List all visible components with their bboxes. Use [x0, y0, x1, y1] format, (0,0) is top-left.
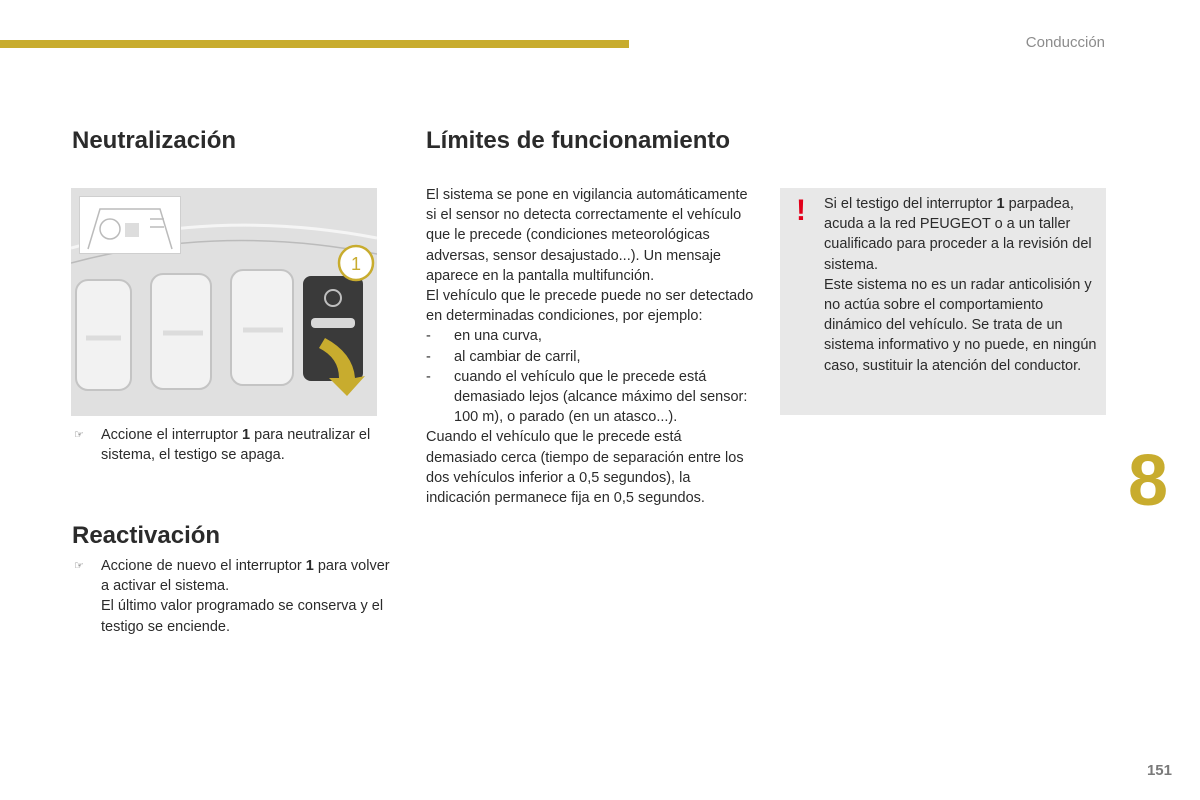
neutralization-heading: Neutralización: [72, 127, 237, 154]
limits-paragraph-1: El sistema se pone en vigilancia automáticamente si el sensor no detecta correctamente el vehículo que le precede (condiciones meteorológicas adversas, sensor desajustado...). Un mensaje aparece en la pantalla multifunción.: [426, 187, 748, 284]
switch-illustration: [71, 188, 377, 416]
cabin-thumbnail: [79, 196, 181, 254]
bullet-icon: ☞: [74, 429, 84, 441]
reactivation-instruction: ☞ Accione de nuevo el interruptor 1 para volver a activar el sistema. El último valor programado se conserva y el testigo se enciende.: [72, 556, 392, 637]
list-item: - al cambiar de carril,: [426, 348, 581, 365]
limits-paragraph-3: Cuando el vehículo que le precede está demasiado cerca (tiempo de separación entre los dos vehículos inferior a 0,5 segundos), la indicación permanece fija en 0,5 segundos.: [426, 429, 744, 507]
warning-paragraph-2: Este sistema no es un radar anticolisión y no actúa sobre el comportamiento dinámico del vehículo. Se trata de un sistema informativo y no puede, en ningún caso, sustituir la atención del conductor.: [824, 276, 1097, 374]
callout-number: 1: [350, 254, 362, 274]
chapter-number: 8: [1128, 441, 1169, 521]
switch-reference: 1: [996, 196, 1005, 212]
exclamation-icon: !: [796, 194, 806, 227]
switch-button: [303, 276, 363, 381]
header-accent-bar: [0, 40, 629, 48]
limits-paragraph-2: El vehículo que le precede puede no ser detectado en determinadas condiciones, por ejemplo:: [426, 288, 754, 325]
list-item: - cuando el vehículo que le precede está demasiado lejos (alcance máximo del sensor: 100 m), o parado (en un atasco...).: [426, 368, 748, 426]
reactivation-heading: Reactivación: [72, 522, 221, 549]
switch-reference: 1: [305, 558, 314, 574]
limits-body: [426, 185, 756, 508]
reactivation-note: El último valor programado se conserva y el testigo se enciende.: [101, 598, 384, 635]
bullet-icon: ☞: [74, 560, 84, 572]
switch-reference: 1: [242, 427, 251, 443]
page-number: 151: [1146, 762, 1172, 779]
neutralization-instruction: ☞ Accione el interruptor 1 para neutralizar el sistema, el testigo se apaga.: [74, 427, 371, 464]
limits-heading: Límites de funcionamiento: [426, 127, 731, 154]
warning-paragraph-1: Si el testigo del interruptor 1 parpadea, acuda a la red PEUGEOT o a un taller cualificado para proceder a la revisión del sistema.: [824, 196, 1092, 273]
section-title: Conducción: [1025, 34, 1105, 51]
warning-box: [780, 188, 1106, 415]
warning-text: [824, 194, 1102, 376]
list-item: - en una curva,: [426, 328, 542, 345]
